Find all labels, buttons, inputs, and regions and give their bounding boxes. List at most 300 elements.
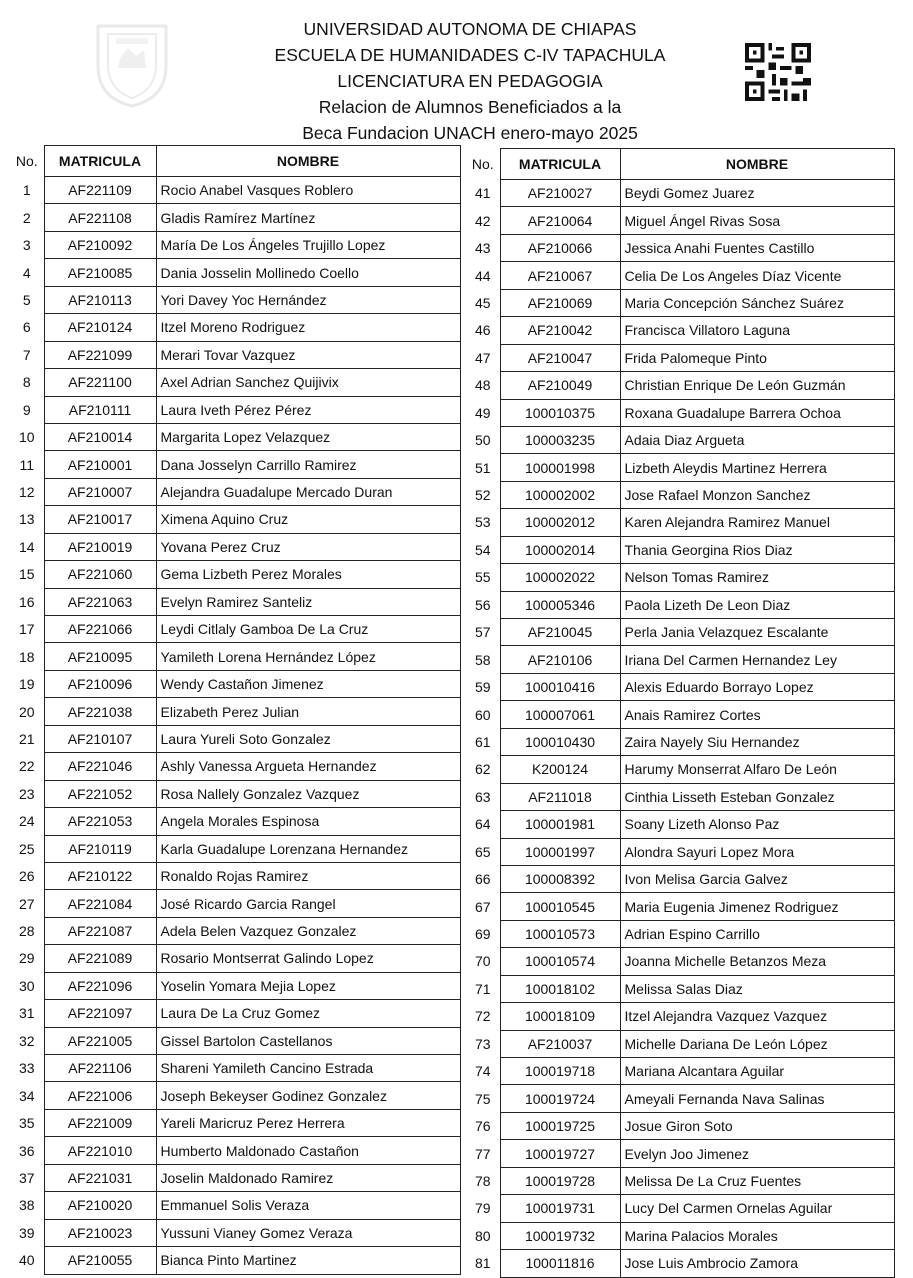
matricula-cell: AF210047 bbox=[500, 344, 620, 371]
nombre-cell: Evelyn Joo Jimenez bbox=[620, 1140, 894, 1167]
matricula-cell: AF221109 bbox=[44, 177, 156, 204]
nombre-cell: Alexis Eduardo Borrayo Lopez bbox=[620, 673, 894, 700]
row-number: 38 bbox=[18, 1197, 35, 1214]
matricula-cell: 100003235 bbox=[500, 426, 620, 453]
table-row bbox=[10, 396, 460, 423]
nombre-cell: Ximena Aquino Cruz bbox=[156, 506, 460, 533]
nombre-cell: Ronaldo Rojas Ramirez bbox=[156, 862, 460, 889]
matricula-cell: 100018102 bbox=[500, 975, 620, 1002]
row-number: 21 bbox=[18, 730, 35, 747]
table-row bbox=[466, 1085, 894, 1112]
table-row bbox=[466, 207, 894, 234]
table-row bbox=[466, 454, 894, 481]
table-row bbox=[466, 344, 894, 371]
row-number: 62 bbox=[474, 761, 491, 778]
matricula-cell: AF210111 bbox=[44, 396, 156, 423]
table-row bbox=[10, 890, 460, 917]
table-row bbox=[466, 1058, 894, 1085]
nombre-cell: Adrian Espino Carrillo bbox=[620, 920, 894, 947]
table-row bbox=[466, 317, 894, 344]
table-row bbox=[466, 1030, 894, 1057]
table-row bbox=[466, 728, 894, 755]
matricula-cell: AF221089 bbox=[44, 945, 156, 972]
nombre-cell: Melissa De La Cruz Fuentes bbox=[620, 1167, 894, 1194]
table-row bbox=[466, 564, 894, 591]
matricula-cell: 100008392 bbox=[500, 865, 620, 892]
row-number: 33 bbox=[18, 1060, 35, 1077]
row-number: 31 bbox=[18, 1005, 35, 1022]
matricula-cell: AF210042 bbox=[500, 317, 620, 344]
scholarship-title: Beca Fundacion UNACH enero-mayo 2025 bbox=[302, 123, 638, 143]
matricula-cell: AF210107 bbox=[44, 725, 156, 752]
column-header-no: No. bbox=[15, 153, 38, 169]
row-number: 78 bbox=[474, 1172, 491, 1189]
matricula-cell: 100001997 bbox=[500, 838, 620, 865]
nombre-cell: Roxana Guadalupe Barrera Ochoa bbox=[620, 399, 894, 426]
nombre-cell: Mariana Alcantara Aguilar bbox=[620, 1058, 894, 1085]
nombre-cell: Nelson Tomas Ramirez bbox=[620, 564, 894, 591]
row-number: 63 bbox=[474, 788, 491, 805]
table-row bbox=[466, 1195, 894, 1222]
table-row bbox=[10, 341, 460, 368]
matricula-cell: AF221063 bbox=[44, 588, 156, 615]
table-row bbox=[466, 509, 894, 536]
nombre-cell: María De Los Ángeles Trujillo Lopez bbox=[156, 231, 460, 258]
matricula-cell: AF210023 bbox=[44, 1219, 156, 1246]
table-row bbox=[466, 1222, 894, 1249]
matricula-cell: AF210037 bbox=[500, 1030, 620, 1057]
row-number: 77 bbox=[474, 1145, 491, 1162]
table-row bbox=[10, 369, 460, 396]
nombre-cell: Jose Rafael Monzon Sanchez bbox=[620, 481, 894, 508]
row-number: 54 bbox=[474, 541, 491, 558]
matricula-cell: 100002012 bbox=[500, 509, 620, 536]
row-number: 67 bbox=[474, 898, 491, 915]
nombre-cell: Joseph Bekeyser Godinez Gonzalez bbox=[156, 1082, 460, 1109]
row-number: 66 bbox=[474, 871, 491, 888]
table-row bbox=[466, 234, 894, 261]
nombre-cell: Francisca Villatoro Laguna bbox=[620, 317, 894, 344]
matricula-cell: AF210067 bbox=[500, 262, 620, 289]
matricula-cell: 100010545 bbox=[500, 893, 620, 920]
row-number: 6 bbox=[22, 319, 31, 336]
row-number: 61 bbox=[474, 733, 491, 750]
nombre-cell: Wendy Castañon Jimenez bbox=[156, 670, 460, 697]
matricula-cell: 100011816 bbox=[500, 1250, 620, 1277]
row-number: 17 bbox=[18, 621, 35, 638]
nombre-cell: Celia De Los Angeles Díaz Vicente bbox=[620, 262, 894, 289]
matricula-cell: AF221087 bbox=[44, 917, 156, 944]
table-header-row bbox=[466, 149, 894, 180]
table-row bbox=[466, 619, 894, 646]
nombre-cell: Josue Giron Soto bbox=[620, 1112, 894, 1139]
table-row bbox=[10, 451, 460, 478]
table-row bbox=[466, 646, 894, 673]
matricula-cell: AF210014 bbox=[44, 423, 156, 450]
matricula-cell: AF210064 bbox=[500, 207, 620, 234]
table-row bbox=[10, 177, 460, 204]
table-row bbox=[466, 948, 894, 975]
matricula-cell: AF210113 bbox=[44, 286, 156, 313]
nombre-cell: Soany Lizeth Alonso Paz bbox=[620, 811, 894, 838]
table-row bbox=[466, 1112, 894, 1139]
nombre-cell: Michelle Dariana De León López bbox=[620, 1030, 894, 1057]
row-number: 28 bbox=[18, 923, 35, 940]
nombre-cell: Margarita Lopez Velazquez bbox=[156, 423, 460, 450]
matricula-cell: AF221009 bbox=[44, 1109, 156, 1136]
table-row bbox=[466, 811, 894, 838]
nombre-cell: Rocio Anabel Vasques Roblero bbox=[156, 177, 460, 204]
matricula-cell: AF210096 bbox=[44, 670, 156, 697]
matricula-cell: AF210001 bbox=[44, 451, 156, 478]
matricula-cell: 100018109 bbox=[500, 1003, 620, 1030]
table-row bbox=[466, 180, 894, 207]
matricula-cell: 100001981 bbox=[500, 811, 620, 838]
row-number: 24 bbox=[18, 813, 35, 830]
matricula-cell: AF221100 bbox=[44, 369, 156, 396]
table-row bbox=[466, 262, 894, 289]
table-row bbox=[10, 917, 460, 944]
matricula-cell: 100019731 bbox=[500, 1195, 620, 1222]
row-number: 7 bbox=[22, 346, 31, 363]
matricula-cell: 100019732 bbox=[500, 1222, 620, 1249]
nombre-cell: Leydi Citlaly Gamboa De La Cruz bbox=[156, 616, 460, 643]
table-row bbox=[466, 783, 894, 810]
nombre-cell: Laura De La Cruz Gomez bbox=[156, 1000, 460, 1027]
table-row bbox=[466, 1140, 894, 1167]
row-number: 75 bbox=[474, 1090, 491, 1107]
row-number: 2 bbox=[22, 209, 31, 226]
column-header-matricula: MATRICULA bbox=[44, 146, 156, 177]
nombre-cell: Perla Jania Velazquez Escalante bbox=[620, 619, 894, 646]
nombre-cell: Gema Lizbeth Perez Morales bbox=[156, 561, 460, 588]
table-row bbox=[466, 536, 894, 563]
table-row bbox=[10, 204, 460, 231]
row-number: 45 bbox=[474, 294, 491, 311]
list-title: Relacion de Alumnos Beneficiados a la bbox=[318, 97, 622, 117]
row-number: 58 bbox=[474, 651, 491, 668]
nombre-cell: Alejandra Guadalupe Mercado Duran bbox=[156, 478, 460, 505]
matricula-cell: 100019725 bbox=[500, 1112, 620, 1139]
nombre-cell: Laura Yureli Soto Gonzalez bbox=[156, 725, 460, 752]
matricula-cell: AF221084 bbox=[44, 890, 156, 917]
nombre-cell: Maria Concepción Sánchez Suárez bbox=[620, 289, 894, 316]
nombre-cell: Thania Georgina Rios Diaz bbox=[620, 536, 894, 563]
row-number: 81 bbox=[474, 1255, 491, 1272]
table-row bbox=[466, 1250, 894, 1277]
nombre-cell: Shareni Yamileth Cancino Estrada bbox=[156, 1055, 460, 1082]
table-row bbox=[10, 1109, 460, 1136]
table-row bbox=[466, 1167, 894, 1194]
table-row bbox=[466, 975, 894, 1002]
matricula-cell: AF210045 bbox=[500, 619, 620, 646]
nombre-cell: Marina Palacios Morales bbox=[620, 1222, 894, 1249]
nombre-cell: Yussuni Vianey Gomez Veraza bbox=[156, 1219, 460, 1246]
row-number: 3 bbox=[22, 237, 31, 254]
table-row bbox=[10, 1082, 460, 1109]
table-row bbox=[10, 1247, 460, 1274]
nombre-cell: Evelyn Ramirez Santeliz bbox=[156, 588, 460, 615]
nombre-cell: Iriana Del Carmen Hernandez Ley bbox=[620, 646, 894, 673]
matricula-cell: AF221066 bbox=[44, 616, 156, 643]
table-row bbox=[10, 588, 460, 615]
row-number: 9 bbox=[22, 401, 31, 418]
table-row bbox=[466, 591, 894, 618]
row-number: 29 bbox=[18, 950, 35, 967]
matricula-cell: AF210122 bbox=[44, 862, 156, 889]
row-number: 48 bbox=[474, 377, 491, 394]
nombre-cell: Axel Adrian Sanchez Quijivix bbox=[156, 369, 460, 396]
row-number: 4 bbox=[22, 264, 31, 281]
table-row bbox=[10, 972, 460, 999]
column-header-nombre: NOMBRE bbox=[156, 146, 460, 177]
matricula-cell: AF210085 bbox=[44, 259, 156, 286]
row-number: 43 bbox=[474, 240, 491, 257]
matricula-cell: AF210069 bbox=[500, 289, 620, 316]
nombre-cell: Yareli Maricruz Perez Herrera bbox=[156, 1109, 460, 1136]
table-row bbox=[10, 780, 460, 807]
table-row bbox=[10, 670, 460, 697]
table-row bbox=[10, 314, 460, 341]
table-row bbox=[466, 481, 894, 508]
row-number: 14 bbox=[18, 538, 35, 555]
nombre-cell: Joanna Michelle Betanzos Meza bbox=[620, 948, 894, 975]
nombre-cell: Joselin Maldonado Ramirez bbox=[156, 1164, 460, 1191]
nombre-cell: Christian Enrique De León Guzmán bbox=[620, 372, 894, 399]
table-row bbox=[466, 756, 894, 783]
table-row bbox=[10, 808, 460, 835]
qr-code-icon bbox=[744, 43, 812, 101]
matricula-cell: AF221038 bbox=[44, 698, 156, 725]
row-number: 25 bbox=[18, 840, 35, 857]
row-number: 46 bbox=[474, 322, 491, 339]
table-row bbox=[466, 920, 894, 947]
matricula-cell: AF210017 bbox=[44, 506, 156, 533]
row-number: 52 bbox=[474, 487, 491, 504]
nombre-cell: Yamileth Lorena Hernández López bbox=[156, 643, 460, 670]
nombre-cell: Angela Morales Espinosa bbox=[156, 808, 460, 835]
table-row bbox=[10, 945, 460, 972]
row-number: 49 bbox=[474, 404, 491, 421]
row-number: 40 bbox=[18, 1252, 35, 1269]
matricula-cell: AF210019 bbox=[44, 533, 156, 560]
nombre-cell: Anais Ramirez Cortes bbox=[620, 701, 894, 728]
matricula-cell: 100002022 bbox=[500, 564, 620, 591]
table-row bbox=[10, 423, 460, 450]
table-row bbox=[10, 286, 460, 313]
matricula-cell: AF221060 bbox=[44, 561, 156, 588]
row-number: 55 bbox=[474, 569, 491, 586]
table-header-row bbox=[10, 146, 460, 177]
table-row bbox=[10, 231, 460, 258]
nombre-cell: Ashly Vanessa Argueta Hernandez bbox=[156, 753, 460, 780]
table-row bbox=[10, 753, 460, 780]
nombre-cell: Ivon Melisa Garcia Galvez bbox=[620, 865, 894, 892]
matricula-cell: AF221099 bbox=[44, 341, 156, 368]
row-number: 13 bbox=[18, 511, 35, 528]
nombre-cell: Gissel Bartolon Castellanos bbox=[156, 1027, 460, 1054]
nombre-cell: Yori Davey Yoc Hernández bbox=[156, 286, 460, 313]
row-number: 50 bbox=[474, 432, 491, 449]
row-number: 32 bbox=[18, 1032, 35, 1049]
row-number: 73 bbox=[474, 1035, 491, 1052]
matricula-cell: AF210119 bbox=[44, 835, 156, 862]
row-number: 27 bbox=[18, 895, 35, 912]
nombre-cell: José Ricardo Garcia Rangel bbox=[156, 890, 460, 917]
matricula-cell: AF210007 bbox=[44, 478, 156, 505]
row-number: 23 bbox=[18, 785, 35, 802]
matricula-cell: K200124 bbox=[500, 756, 620, 783]
matricula-cell: 100019724 bbox=[500, 1085, 620, 1112]
beneficiaries-table-left bbox=[10, 145, 461, 1275]
matricula-cell: AF210066 bbox=[500, 234, 620, 261]
row-number: 5 bbox=[22, 291, 31, 308]
row-number: 35 bbox=[18, 1115, 35, 1132]
row-number: 19 bbox=[18, 676, 35, 693]
school-title: ESCUELA DE HUMANIDADES C-IV TAPACHULA bbox=[274, 45, 666, 65]
row-number: 76 bbox=[474, 1118, 491, 1135]
row-number: 44 bbox=[474, 267, 491, 284]
matricula-cell: AF221046 bbox=[44, 753, 156, 780]
matricula-cell: 100010416 bbox=[500, 673, 620, 700]
table-row bbox=[466, 838, 894, 865]
row-number: 10 bbox=[18, 429, 35, 446]
row-number: 26 bbox=[18, 868, 35, 885]
matricula-cell: AF221097 bbox=[44, 1000, 156, 1027]
nombre-cell: Gladis Ramírez Martínez bbox=[156, 204, 460, 231]
university-seal-logo bbox=[94, 18, 170, 108]
row-number: 47 bbox=[474, 349, 491, 366]
table-row bbox=[10, 643, 460, 670]
table-row bbox=[10, 862, 460, 889]
document-header bbox=[230, 16, 710, 146]
nombre-cell: Yoselin Yomara Mejia Lopez bbox=[156, 972, 460, 999]
program-title: LICENCIATURA EN PEDAGOGIA bbox=[337, 71, 603, 91]
row-number: 20 bbox=[18, 703, 35, 720]
university-title: UNIVERSIDAD AUTONOMA DE CHIAPAS bbox=[303, 19, 637, 39]
table-row bbox=[466, 673, 894, 700]
row-number: 53 bbox=[474, 514, 491, 531]
table-row bbox=[10, 698, 460, 725]
row-number: 74 bbox=[474, 1063, 491, 1080]
matricula-cell: 100005346 bbox=[500, 591, 620, 618]
table-row bbox=[10, 533, 460, 560]
nombre-cell: Rosa Nallely Gonzalez Vazquez bbox=[156, 780, 460, 807]
nombre-cell: Zaira Nayely Siu Hernandez bbox=[620, 728, 894, 755]
nombre-cell: Humberto Maldonado Castañon bbox=[156, 1137, 460, 1164]
row-number: 72 bbox=[474, 1008, 491, 1025]
matricula-cell: AF221096 bbox=[44, 972, 156, 999]
matricula-cell: 100019727 bbox=[500, 1140, 620, 1167]
matricula-cell: AF210106 bbox=[500, 646, 620, 673]
nombre-cell: Cinthia Lisseth Esteban Gonzalez bbox=[620, 783, 894, 810]
row-number: 37 bbox=[18, 1169, 35, 1186]
nombre-cell: Jose Luis Ambrocio Zamora bbox=[620, 1250, 894, 1277]
nombre-cell: Maria Eugenia Jimenez Rodriguez bbox=[620, 893, 894, 920]
table-row bbox=[10, 478, 460, 505]
row-number: 59 bbox=[474, 679, 491, 696]
nombre-cell: Lucy Del Carmen Ornelas Aguilar bbox=[620, 1195, 894, 1222]
row-number: 15 bbox=[18, 566, 35, 583]
table-row bbox=[466, 865, 894, 892]
table-row bbox=[466, 399, 894, 426]
nombre-cell: Karla Guadalupe Lorenzana Hernandez bbox=[156, 835, 460, 862]
nombre-cell: Itzel Alejandra Vazquez Vazquez bbox=[620, 1003, 894, 1030]
nombre-cell: Dana Josselyn Carrillo Ramirez bbox=[156, 451, 460, 478]
row-number: 1 bbox=[22, 182, 31, 199]
matricula-cell: AF221052 bbox=[44, 780, 156, 807]
matricula-cell: AF221010 bbox=[44, 1137, 156, 1164]
row-number: 80 bbox=[474, 1227, 491, 1244]
nombre-cell: Itzel Moreno Rodriguez bbox=[156, 314, 460, 341]
row-number: 39 bbox=[18, 1224, 35, 1241]
table-row bbox=[466, 701, 894, 728]
table-row bbox=[10, 506, 460, 533]
matricula-cell: AF210092 bbox=[44, 231, 156, 258]
nombre-cell: Frida Palomeque Pinto bbox=[620, 344, 894, 371]
row-number: 69 bbox=[474, 926, 491, 943]
table-row bbox=[466, 426, 894, 453]
matricula-cell: AF221106 bbox=[44, 1055, 156, 1082]
matricula-cell: AF210049 bbox=[500, 372, 620, 399]
matricula-cell: 100010574 bbox=[500, 948, 620, 975]
table-row bbox=[10, 1137, 460, 1164]
row-number: 70 bbox=[474, 953, 491, 970]
row-number: 42 bbox=[474, 212, 491, 229]
nombre-cell: Paola Lizeth De Leon Diaz bbox=[620, 591, 894, 618]
matricula-cell: AF221108 bbox=[44, 204, 156, 231]
table-row bbox=[10, 1027, 460, 1054]
matricula-cell: AF210124 bbox=[44, 314, 156, 341]
matricula-cell: AF221053 bbox=[44, 808, 156, 835]
matricula-cell: AF210020 bbox=[44, 1192, 156, 1219]
nombre-cell: Ameyali Fernanda Nava Salinas bbox=[620, 1085, 894, 1112]
matricula-cell: 100007061 bbox=[500, 701, 620, 728]
nombre-cell: Dania Josselin Mollinedo Coello bbox=[156, 259, 460, 286]
matricula-cell: AF210095 bbox=[44, 643, 156, 670]
nombre-cell: Bianca Pinto Martinez bbox=[156, 1247, 460, 1274]
nombre-cell: Alondra Sayuri Lopez Mora bbox=[620, 838, 894, 865]
matricula-cell: AF221005 bbox=[44, 1027, 156, 1054]
table-row bbox=[10, 835, 460, 862]
nombre-cell: Miguel Ángel Rivas Sosa bbox=[620, 207, 894, 234]
row-number: 60 bbox=[474, 706, 491, 723]
matricula-cell: AF211018 bbox=[500, 783, 620, 810]
nombre-cell: Harumy Monserrat Alfaro De León bbox=[620, 756, 894, 783]
nombre-cell: Lizbeth Aleydis Martinez Herrera bbox=[620, 454, 894, 481]
nombre-cell: Adela Belen Vazquez Gonzalez bbox=[156, 917, 460, 944]
row-number: 64 bbox=[474, 816, 491, 833]
matricula-cell: 100019718 bbox=[500, 1058, 620, 1085]
nombre-cell: Laura Iveth Pérez Pérez bbox=[156, 396, 460, 423]
table-row bbox=[10, 1055, 460, 1082]
row-number: 34 bbox=[18, 1087, 35, 1104]
row-number: 30 bbox=[18, 977, 35, 994]
matricula-cell: AF221006 bbox=[44, 1082, 156, 1109]
matricula-cell: AF221031 bbox=[44, 1164, 156, 1191]
row-number: 11 bbox=[19, 456, 35, 473]
table-row bbox=[466, 289, 894, 316]
table-row bbox=[10, 1192, 460, 1219]
row-number: 36 bbox=[18, 1142, 35, 1159]
table-row bbox=[10, 1000, 460, 1027]
nombre-cell: Emmanuel Solis Veraza bbox=[156, 1192, 460, 1219]
matricula-cell: 100002002 bbox=[500, 481, 620, 508]
row-number: 12 bbox=[18, 484, 35, 501]
matricula-cell: 100010430 bbox=[500, 728, 620, 755]
table-row bbox=[10, 616, 460, 643]
matricula-cell: AF210055 bbox=[44, 1247, 156, 1274]
